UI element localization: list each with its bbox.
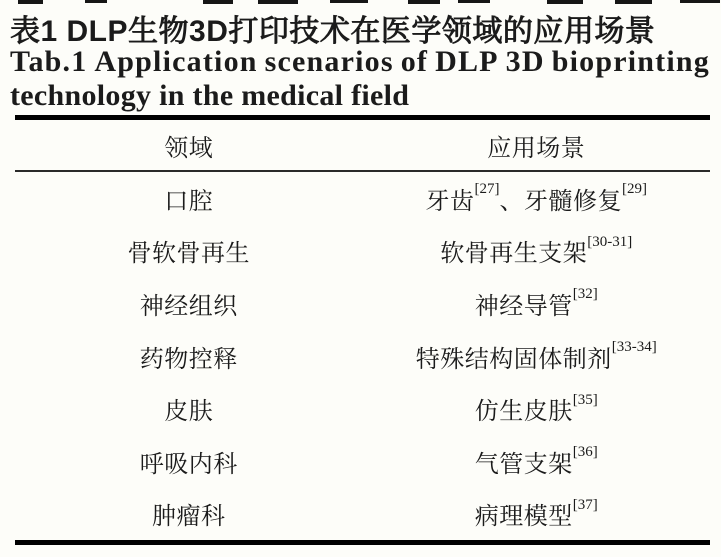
scenario-text: 神经导管 bbox=[474, 293, 573, 320]
table-row bbox=[15, 330, 710, 383]
caption-word: DLP bbox=[435, 45, 499, 78]
cropped-text-artifact bbox=[330, 0, 368, 3]
table-row bbox=[15, 488, 710, 541]
table-row bbox=[15, 382, 710, 435]
column-header-scenario: 应用场景 bbox=[487, 135, 586, 162]
field-cell: 神经组织 bbox=[139, 293, 238, 320]
scenario-text: 特殊结构固体制剂 bbox=[415, 346, 612, 373]
scenario-text: 、牙髓修复 bbox=[499, 188, 622, 215]
cropped-text-artifact bbox=[85, 0, 107, 3]
field-cell: 肿瘤科 bbox=[152, 504, 226, 531]
field-cell: 皮肤 bbox=[164, 399, 214, 426]
cropped-text-artifact bbox=[258, 0, 298, 4]
caption-word: 3D bbox=[505, 45, 545, 78]
scenario-cell: 气管支架 [36] bbox=[474, 444, 598, 478]
table-caption-en-line2: technology in the medical field bbox=[10, 79, 410, 112]
caption-word: bioprinting bbox=[551, 45, 710, 78]
scenario-text: 气管支架 bbox=[474, 451, 573, 478]
scenario-cell: 软骨再生支架 [30-31] bbox=[440, 233, 633, 268]
cropped-text-artifact bbox=[458, 0, 490, 3]
table-row bbox=[15, 225, 710, 278]
table-caption-en-line1 bbox=[10, 45, 710, 79]
table-caption-zh: 表1 DLP生物3D打印技术在医学领域的应用场景 bbox=[10, 15, 656, 48]
cropped-text-artifact bbox=[615, 0, 652, 4]
scenario-cell: 特殊结构固体制剂 [33-34] bbox=[415, 339, 657, 373]
field-cell: 口腔 bbox=[164, 188, 214, 215]
table-bottom-rule bbox=[15, 540, 710, 545]
table-row bbox=[15, 435, 710, 488]
scenario-text: 软骨再生支架 bbox=[440, 241, 588, 268]
scenario-text: 牙齿 bbox=[425, 188, 475, 215]
application-scenarios-table bbox=[15, 115, 710, 545]
cropped-text-artifact bbox=[18, 0, 43, 4]
caption-word: Tab.1 bbox=[10, 45, 88, 78]
cropped-text-artifact bbox=[547, 0, 583, 4]
table-row bbox=[15, 172, 710, 225]
scenario-cell: 病理模型 [37] bbox=[474, 496, 598, 531]
column-header-field: 领域 bbox=[164, 135, 214, 162]
field-cell: 骨软骨再生 bbox=[127, 241, 250, 268]
caption-word: Application bbox=[94, 45, 258, 78]
caption-word: scenarios bbox=[264, 45, 394, 78]
scenario-cell: 神经导管 [32] bbox=[474, 286, 598, 320]
scenario-cell: 仿生皮肤 [35] bbox=[474, 391, 598, 426]
cropped-text-artifact bbox=[408, 0, 440, 4]
caption-word: of bbox=[400, 45, 429, 78]
table-header-row bbox=[15, 120, 710, 170]
scenario-text: 病理模型 bbox=[474, 504, 573, 531]
scenario-cell: 牙齿 [27] 、牙髓修复 [29] bbox=[425, 181, 647, 215]
scenario-text: 仿生皮肤 bbox=[474, 399, 573, 426]
field-cell: 药物控释 bbox=[139, 346, 238, 373]
cropped-text-artifact bbox=[203, 0, 233, 4]
cropped-text-artifact bbox=[680, 0, 720, 3]
field-cell: 呼吸内科 bbox=[139, 451, 238, 478]
table-row bbox=[15, 277, 710, 330]
